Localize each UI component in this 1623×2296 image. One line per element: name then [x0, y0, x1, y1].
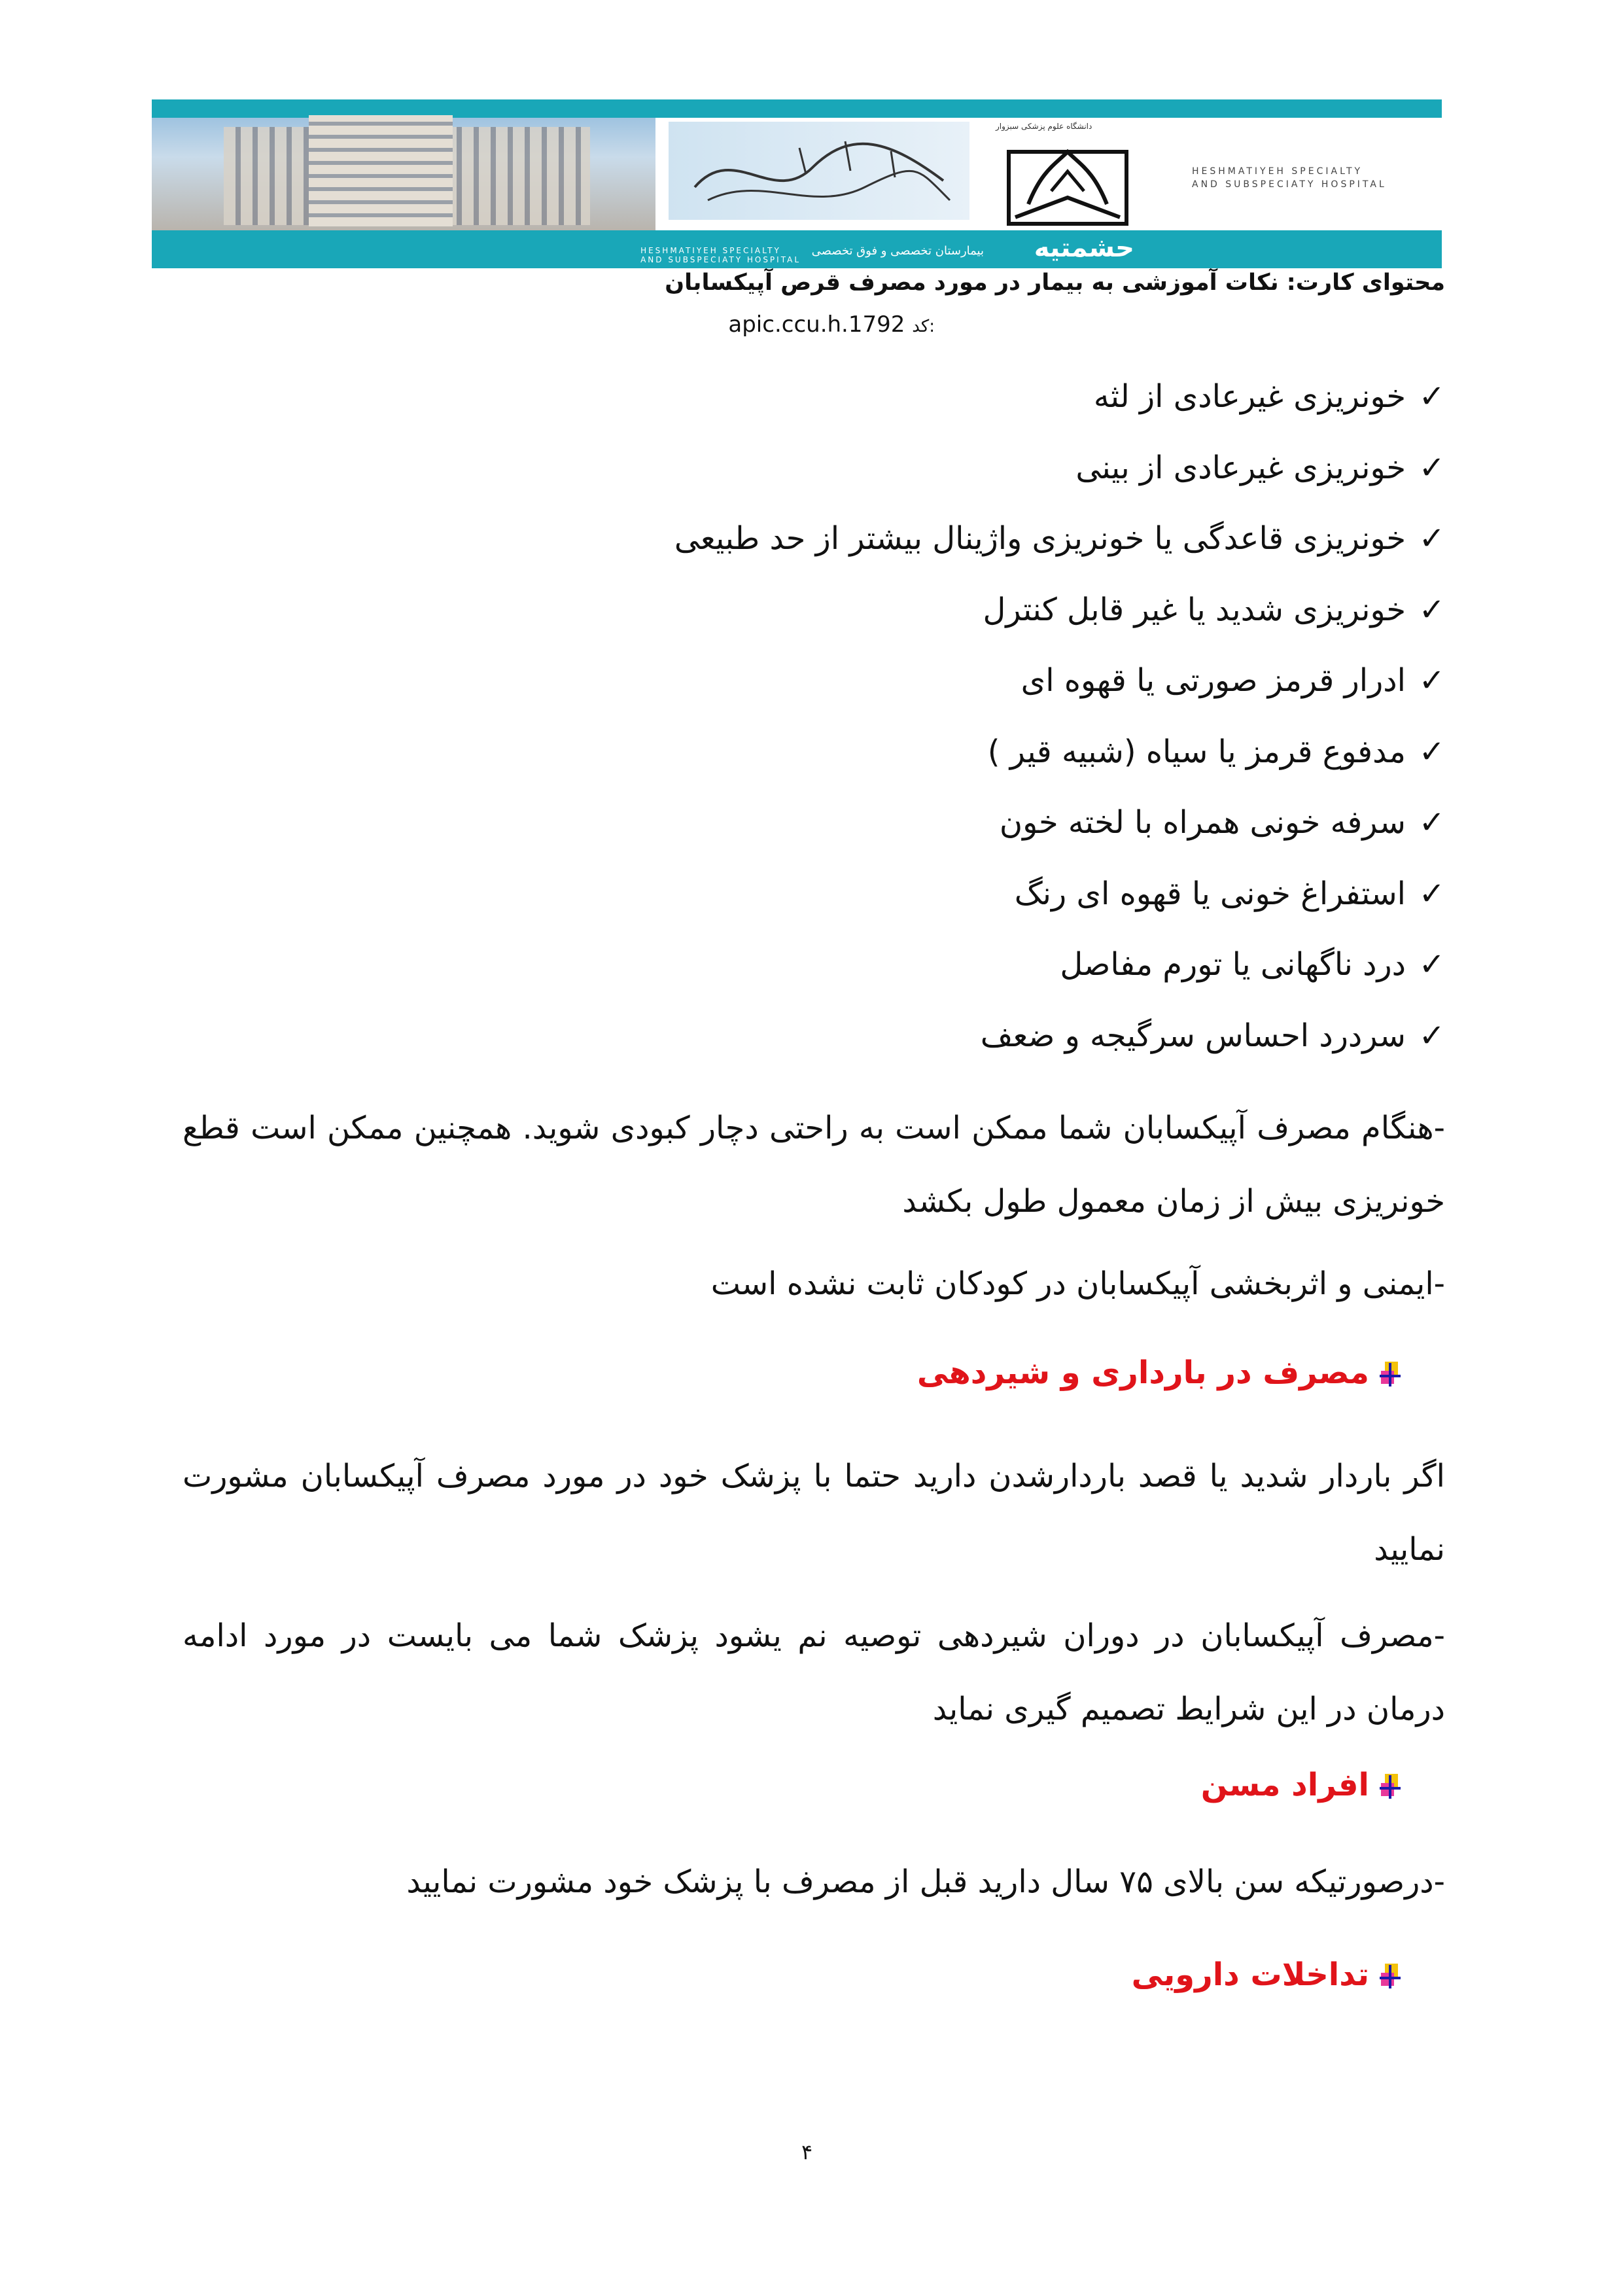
list-item	[202, 433, 1445, 504]
english-name-line2: AND SUBSPECIATY HOSPITAL	[1192, 179, 1387, 190]
checkmark-icon: ✓	[1418, 378, 1445, 415]
list-item-text: خونریزی غیرعادی از لثه	[1093, 378, 1406, 415]
list-item-text: ادرار قرمز صورتی یا قهوه ای	[1021, 662, 1406, 699]
university-logo	[976, 122, 1225, 230]
pregnancy-heading-text: مصرف در بارداری و شیردهی	[916, 1354, 1369, 1391]
list-item-text: مدفوع قرمز یا سیاه (شبیه قیر )	[987, 733, 1406, 770]
bullet-icon	[1380, 1362, 1401, 1388]
interactions-heading-text: تداخلات دارویی	[1131, 1956, 1369, 1993]
calligraphy-panel	[669, 122, 969, 220]
bullet-icon	[1380, 1964, 1401, 1990]
pregnancy-heading	[917, 1354, 1401, 1391]
header-banner	[152, 99, 1442, 268]
checkmark-icon: ✓	[1418, 591, 1445, 628]
checkmark-icon: ✓	[1418, 662, 1445, 699]
list-item-text: خونریزی غیرعادی از بینی	[1075, 449, 1406, 486]
elderly-heading	[1201, 1767, 1401, 1803]
list-item-text: استفراغ خونی یا قهوه ای رنگ	[1014, 875, 1406, 912]
list-item-text: خونریزی شدید یا غیر قابل کنترل	[983, 591, 1406, 628]
list-item-text: سرفه خونی همراه با لخته خون	[999, 804, 1406, 841]
brand-english	[640, 246, 801, 264]
list-item	[202, 716, 1445, 788]
list-item	[202, 787, 1445, 858]
list-item	[202, 1000, 1445, 1072]
elderly-paragraph: -درصورتیکه سن بالای ۷۵ سال دارید قبل از مصرف با پزشک خود مشورت نمایید	[406, 1863, 1445, 1900]
page-number: ۴	[801, 2140, 813, 2164]
list-item-text: سردرد احساس سرگیجه و ضعف	[980, 1017, 1406, 1054]
list-item	[202, 574, 1445, 646]
elderly-heading-text: افراد مسن	[1200, 1767, 1369, 1803]
list-item	[202, 361, 1445, 433]
symptom-checklist	[202, 361, 1445, 1071]
checkmark-icon: ✓	[1418, 1017, 1445, 1054]
logo-caption: دانشگاه علوم پزشکی سبزوار	[996, 122, 1092, 131]
list-item	[202, 858, 1445, 930]
interactions-heading	[1132, 1956, 1401, 1993]
checkmark-icon: ✓	[1418, 733, 1445, 770]
bullet-icon	[1380, 1774, 1401, 1800]
banner-bottom-bar	[152, 230, 1442, 268]
code-value: apic.ccu.h.1792	[728, 311, 905, 338]
checkmark-icon: ✓	[1418, 875, 1445, 912]
breastfeeding-paragraph: -مصرف آپیکسابان در دوران شیردهی توصیه نم یشود پزشک شما می بایست در مورد ادامه درمان در این شرایط تصمیم گیری نماید	[183, 1617, 1445, 1727]
list-item	[202, 645, 1445, 716]
list-item-text: درد ناگهانی یا تورم مفاصل	[1060, 946, 1406, 983]
document-code	[728, 311, 935, 338]
checkmark-icon: ✓	[1418, 946, 1445, 983]
building-tower	[309, 115, 453, 226]
checkmark-icon: ✓	[1418, 520, 1445, 557]
document-title: محتوای کارت: نکات آموزشی به بیمار در مورد مصرف قرص آپیکسابان	[665, 270, 1445, 296]
brand-name: حشمتیه	[1034, 233, 1134, 263]
list-item	[202, 503, 1445, 574]
bruising-paragraph: -هنگام مصرف آپیکسابان شما ممکن است به راحتی دچار کبودی شوید. همچنین ممکن است قطع خونریزی بیش از زمان معمول طول بکشد	[183, 1110, 1445, 1220]
code-label: کد:	[912, 317, 935, 336]
children-paragraph: -ایمنی و اثربخشی آپیکسابان در کودکان ثابت نشده است	[710, 1265, 1445, 1302]
list-item	[202, 929, 1445, 1000]
brand-english-line2: AND SUBSPECIATY HOSPITAL	[640, 255, 801, 264]
list-item-text: خونریزی قاعدگی یا خونریزی واژینال بیشتر از حد طبیعی	[674, 520, 1406, 557]
hospital-photo	[152, 118, 655, 230]
english-name-line1: HESHMATIYEH SPECIALTY	[1192, 166, 1363, 177]
brand-subtitle: بیمارستان تخصصی و فوق تخصصی	[811, 244, 984, 258]
checkmark-icon: ✓	[1418, 804, 1445, 841]
brand-english-line1: HESHMATIYEH SPECIALTY	[640, 246, 781, 255]
calligraphy-graphic	[682, 128, 956, 213]
pregnancy-paragraph: اگر باردار شدید یا قصد باردارشدن دارید حتما با پزشک خود در مورد مصرف آپیکسابان مشورت نمایید	[183, 1458, 1445, 1568]
english-name	[1192, 165, 1434, 191]
checkmark-icon: ✓	[1418, 449, 1445, 486]
book-emblem-icon	[989, 126, 1146, 230]
